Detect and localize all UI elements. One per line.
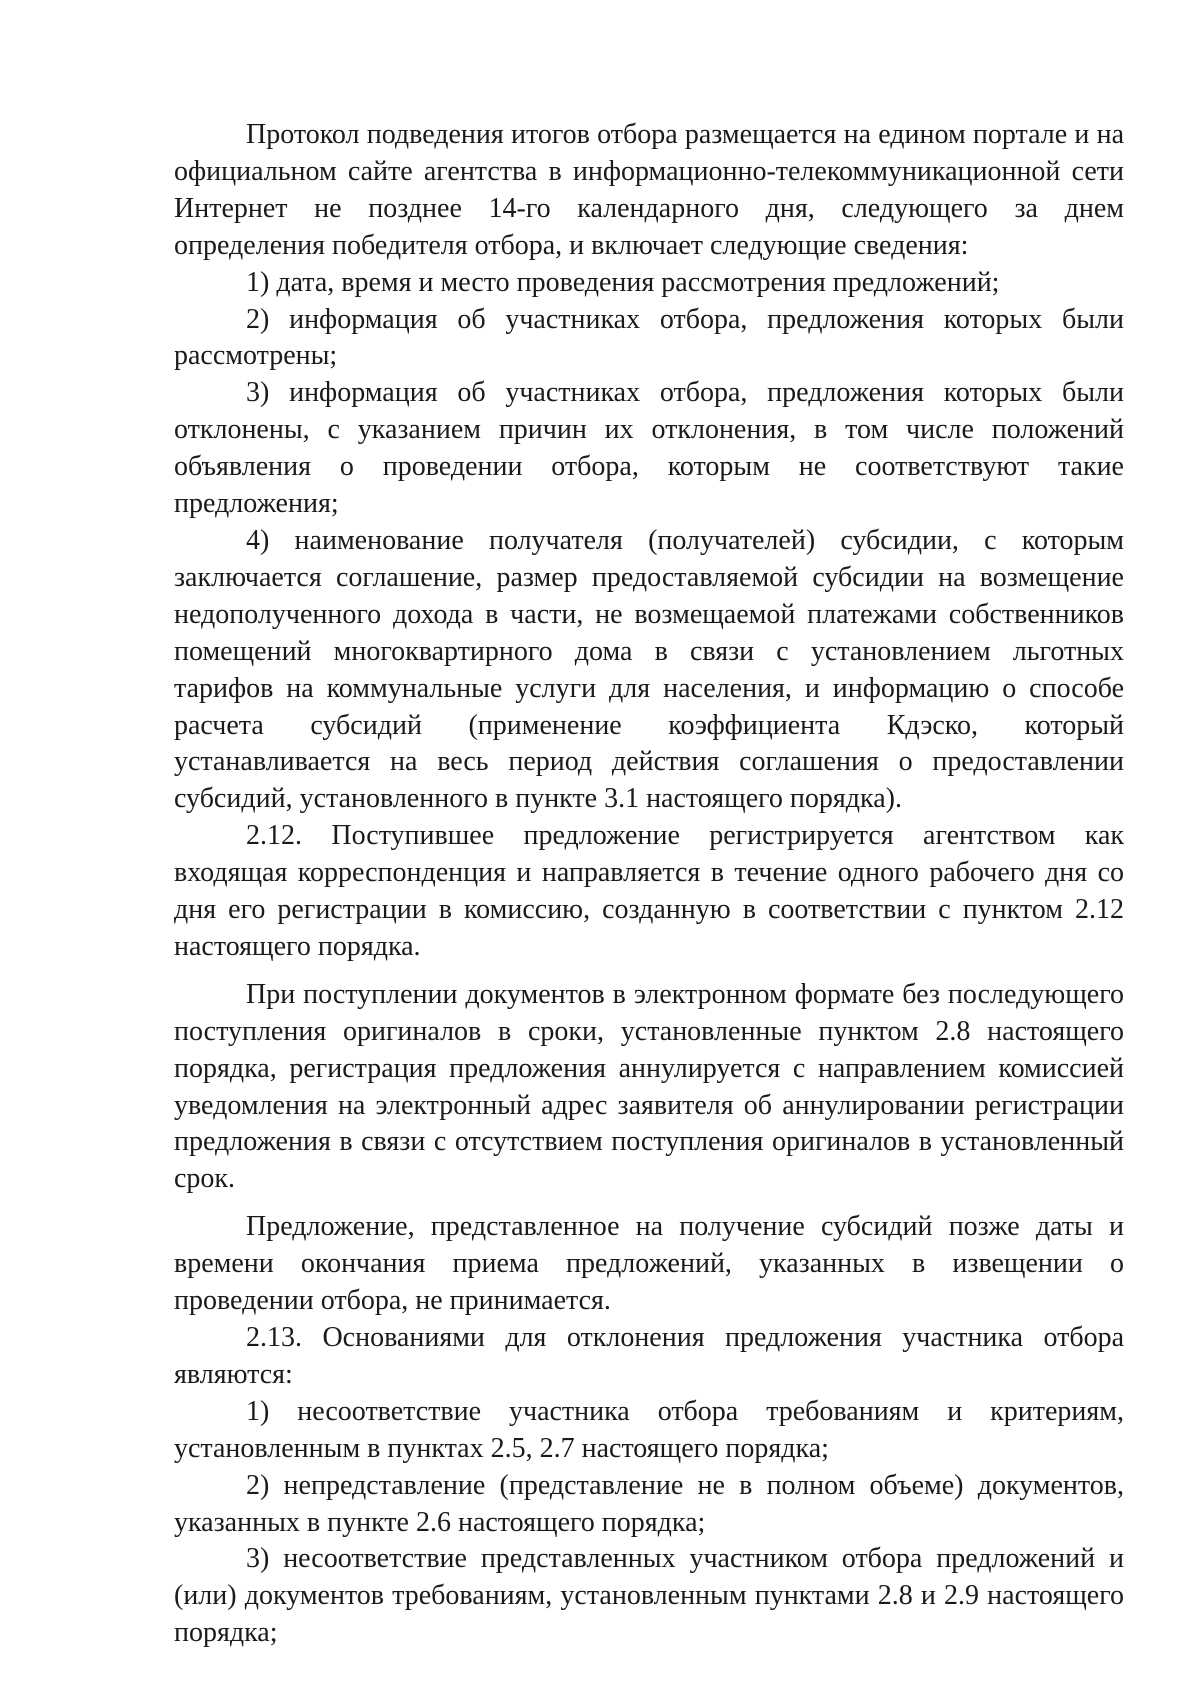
list-item-2: 2) информация об участниках отбора, предложения которых были рассмотрены; bbox=[174, 303, 1124, 372]
paragraph-protocol: Протокол подведения итогов отбора размещается на едином портале и на официальном сайте агентства в информационно-телекоммуникационной сети Интернет не позднее 14-го календарного дня, следующего за днем определения победителя отбора, и включает следующие сведения: bbox=[174, 119, 1124, 261]
rejection-reason-1: 1) несоответствие участника отбора требованиям и критериям, установленным в пунктах 2.5, 2.7 настоящего порядка; bbox=[174, 1395, 1124, 1464]
paragraph-2-13: 2.13. Основаниями для отклонения предложения участника отбора являются: bbox=[174, 1322, 1124, 1390]
paragraph-2-12: 2.12. Поступившее предложение регистрируется агентством как входящая корреспонденция и направляется в течение одного рабочего дня со дня его регистрации в комиссию, созданную в соответствии с пунктом 2.12 настоящего порядка. bbox=[174, 820, 1124, 962]
rejection-reason-2: 2) непредставление (представление не в полном объеме) документов, указанных в пункте 2.6 настоящего порядка; bbox=[174, 1469, 1124, 1538]
paragraph-electronic-docs: При поступлении документов в электронном формате без последующего поступления оригиналов в сроки, установленные пунктом 2.8 настоящего порядка, регистрация предложения аннулируется с направлением комиссией уведомления на электронный адрес заявителя об аннулировании регистрации предложения в связи с отсутствием поступления оригиналов в установленный срок. bbox=[174, 978, 1124, 1195]
list-item-4: 4) наименование получателя (получателей) субсидии, с которым заключается соглашение, размер предоставляемой субсидии на возмещение недополученного дохода в части, не возмещаемой платежами собственников помещений многоквартирного дома в связи с установлением льготных тарифов на коммунальные услуги для населения, и информацию о способе расчета субсидий (применение коэффициента Кдэско, который устанавливается на весь период действия соглашения о предоставлении субсидий, установленного в пункте 3.1 настоящего порядка). bbox=[174, 524, 1124, 815]
list-item-1: 1) дата, время и место проведения рассмотрения предложений; bbox=[246, 266, 1000, 298]
document-body bbox=[174, 117, 1124, 1652]
paragraph-late-proposal: Предложение, представленное на получение субсидий позже даты и времени окончания приема предложений, указанных в извещении о проведении отбора, не принимается. bbox=[174, 1211, 1124, 1317]
list-item-3: 3) информация об участниках отбора, предложения которых были отклонены, с указанием причин их отклонения, в том числе положений объявления о проведении отбора, которым не соответствуют такие предложения; bbox=[174, 377, 1124, 520]
rejection-reason-3: 3) несоответствие представленных участником отбора предложений и (или) документов требованиям, установленным пунктами 2.8 и 2.9 настоящего порядка; bbox=[174, 1543, 1124, 1649]
